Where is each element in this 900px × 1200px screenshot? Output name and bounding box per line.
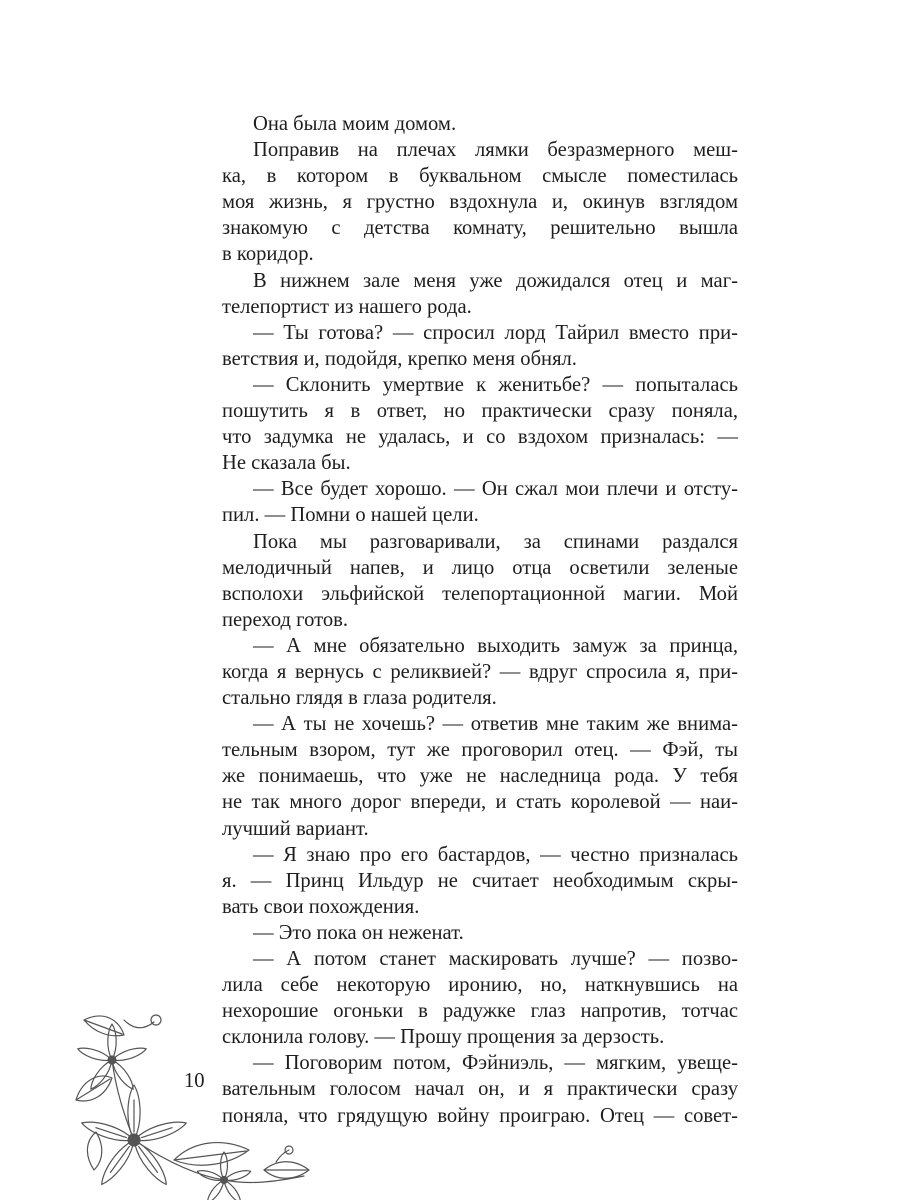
page-number: 10 (184, 1070, 205, 1092)
body-text (222, 111, 738, 1129)
text-line: Поправив на плечах лямки безразмерного меш- (253, 139, 738, 162)
text-line: что задумка не удалась, и со вздохом призналась: — (222, 426, 738, 449)
floral-ornament-icon (64, 1000, 314, 1200)
text-line: — Поговорим потом, Фэйниэль, — мягким, увеще- (253, 1052, 738, 1075)
text-line: лучший вариант. (222, 817, 369, 840)
text-line: нехорошие огоньки в радужке глаз напротив, тотчас (222, 1000, 738, 1023)
text-line: Она была моим домом. (253, 113, 457, 135)
text-line: Не сказала бы. (222, 452, 351, 475)
text-line: — Я знаю про его бастардов, — честно призналась (253, 843, 738, 866)
text-line: вательным голосом начал он, и я практически сразу (222, 1078, 738, 1101)
text-line: моя жизнь, я грустно вздохнула и, окинув взглядом (222, 191, 738, 214)
text-line: — Все будет хорошо. — Он сжал мои плечи и отсту- (253, 478, 738, 501)
text-line: пошутить я в ответ, но практически сразу поняла, (222, 400, 738, 423)
text-line: тельным взором, тут же проговорил отец. — Фэй, ты (222, 739, 738, 762)
text-line: вать свои похождения. (222, 895, 420, 918)
text-line: ветствия и, подойдя, крепко меня обнял. (222, 347, 577, 370)
text-line: всполохи эльфийской телепортационной магии. Мой (222, 582, 738, 605)
text-line: В нижнем зале меня уже дожидался отец и маг- (253, 269, 738, 292)
text-line: — Склонить умертвие к женитьбе? — попыталась (253, 373, 738, 396)
text-line: — Это пока он неженат. (253, 921, 464, 944)
text-line: лила себе некоторую иронию, но, наткнувшись на (222, 974, 738, 997)
text-line: склонила голову. — Прошу прощения за дерзость. (222, 1026, 665, 1049)
text-line: переход готов. (222, 608, 349, 631)
text-line: когда я вернусь с реликвией? — вдруг спросила я, при- (222, 660, 738, 683)
text-line: ка, в котором в буквальном смысле поместилась (222, 165, 738, 188)
text-line: — А мне обязательно выходить замуж за принца, (253, 634, 738, 657)
text-line: не так много дорог впереди, и стать королевой — наи- (222, 791, 738, 814)
text-line: пил. — Помни о нашей цели. (222, 504, 479, 527)
text-line: Пока мы разговаривали, за спинами раздался (253, 530, 738, 553)
text-line: стально глядя в глаза родителя. (222, 687, 497, 710)
text-line: же понимаешь, что уже не наследница рода. У тебя (222, 765, 738, 788)
text-line: — Ты готова? — спросил лорд Тайрил вместо при- (253, 321, 738, 344)
text-line: знакомую с детства комнату, решительно вышла (222, 217, 738, 240)
text-line: мелодичный напев, и лицо отца осветили зеленые (222, 556, 738, 579)
text-line: я. — Принц Ильдур не считает необходимым скры- (222, 869, 738, 892)
text-line: в коридор. (222, 243, 314, 266)
text-line: поняла, что грядущую войну проиграю. Отец — совет- (222, 1104, 738, 1127)
text-line: — А потом станет маскировать лучше? — позво- (253, 948, 738, 970)
text-line: телепортист из нашего рода. (222, 295, 472, 318)
text-line: — А ты не хочешь? — ответив мне таким же внима- (253, 713, 738, 736)
